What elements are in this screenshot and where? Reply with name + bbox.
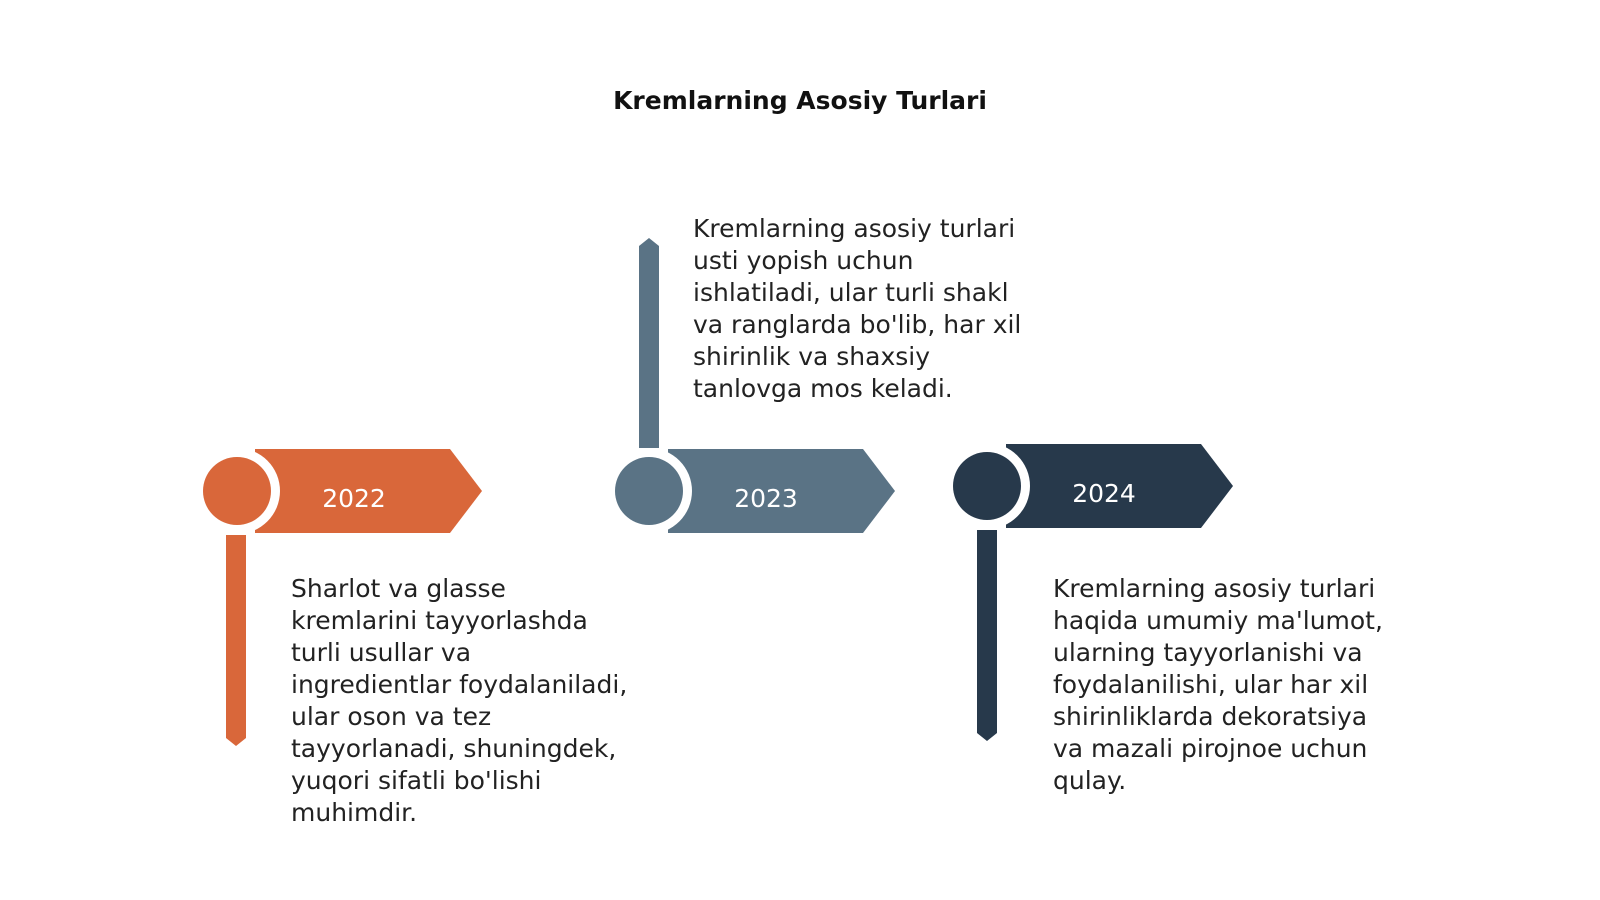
milestone-2024-description — [1053, 573, 1383, 797]
milestone-2022-dot — [203, 457, 271, 525]
description-line: turli usullar va — [291, 638, 472, 667]
diagram-title: Kremlarning Asosiy Turlari — [613, 86, 987, 115]
description-line: haqida umumiy ma'lumot, — [1053, 606, 1383, 635]
description-line: ularning tayyorlanishi va — [1053, 638, 1363, 667]
milestone-2023-year: 2023 — [734, 484, 798, 513]
milestone-2022-description — [291, 573, 627, 829]
milestone-2022-stem — [226, 535, 246, 746]
description-line: tayyorlanadi, shuningdek, — [291, 734, 617, 763]
milestone-2023-description — [693, 213, 1021, 405]
description-line: usti yopish uchun — [693, 246, 914, 275]
milestone-2023-dot — [615, 457, 683, 525]
milestone-2024-stem — [977, 530, 997, 741]
description-line: yuqori sifatli bo'lishi — [291, 766, 542, 795]
description-line: ular oson va tez — [291, 702, 492, 731]
milestone-2024-dot — [953, 452, 1021, 520]
description-line: Kremlarning asosiy turlari — [1053, 574, 1376, 603]
milestone-2024-year: 2024 — [1072, 479, 1136, 508]
description-line: Kremlarning asosiy turlari — [693, 214, 1016, 243]
description-line: va mazali pirojnoe uchun — [1053, 734, 1368, 763]
description-line: muhimdir. — [291, 798, 418, 827]
description-line: kremlarini tayyorlashda — [291, 606, 588, 635]
description-line: va ranglarda bo'lib, har xil — [693, 310, 1022, 339]
description-line: qulay. — [1053, 766, 1127, 795]
description-line: Sharlot va glasse — [291, 574, 506, 603]
description-line: shirinlik va shaxsiy — [693, 342, 931, 371]
milestone-2023-stem — [639, 238, 659, 448]
description-line: tanlovga mos keladi. — [693, 374, 953, 403]
description-line: ishlatiladi, ular turli shakl — [693, 278, 1009, 307]
description-line: shirinliklarda dekoratsiya — [1053, 702, 1368, 731]
description-line: foydalanilishi, ular har xil — [1053, 670, 1369, 699]
description-line: ingredientlar foydalaniladi, — [291, 670, 628, 699]
milestone-2022-year: 2022 — [322, 484, 386, 513]
